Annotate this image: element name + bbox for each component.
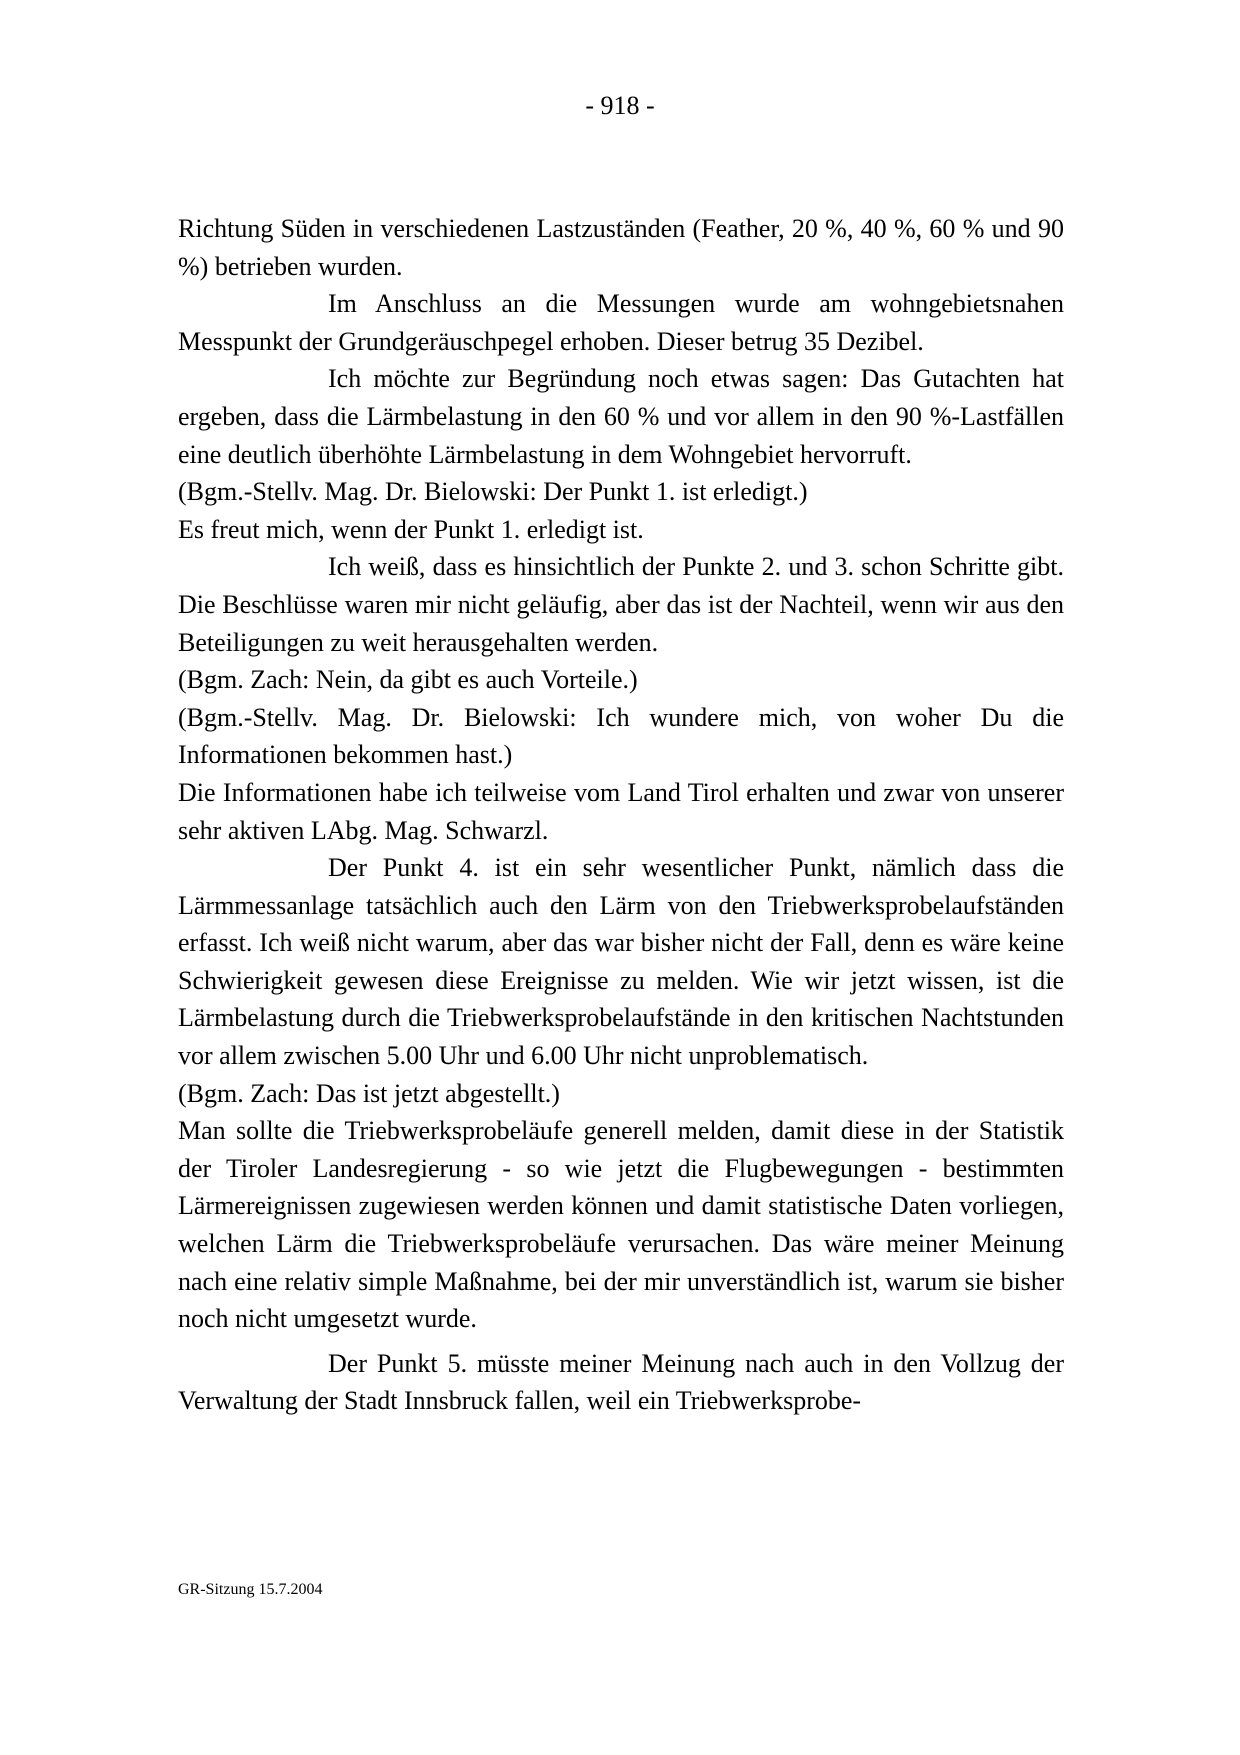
paragraph-3: Ich möchte zur Begründung noch etwas sagen: Das Gutachten hat ergeben, dass die Lärmbelastung in den 60 % und vor allem in den 90 %-Lastfällen eine deutlich überhöhte Lärmbelastung in dem Wohngebiet hervorruft. <box>178 364 1064 469</box>
paragraph-5: Ich weiß, dass es hinsichtlich der Punkte 2. und 3. schon Schritte gibt. Die Beschlüsse waren mir nicht geläufig, aber das ist der Nachteil, wenn wir aus den Beteiligungen zu weit herausgehalten werden. <box>178 552 1064 657</box>
paragraph-7: Der Punkt 4. ist ein sehr wesentlicher Punkt, nämlich dass die Lärmmessanlage tatsächlich auch den Lärm von den Triebwerksprobelaufständen erfasst. Ich weiß nicht warum, aber das war bisher nicht der Fall, denn es wäre keine Schwierigkeit gewesen diese Ereignisse zu melden. Wie wir jetzt wissen, ist die Lärmbelastung durch die Triebwerksprobelaufstände in den kritischen Nachtstunden vor allem zwischen 5.00 Uhr und 6.00 Uhr nicht unproblematisch. <box>178 853 1064 1071</box>
paragraph-9: Der Punkt 5. müsste meiner Meinung nach auch in den Vollzug der Verwaltung der Stadt Innsbruck fallen, weil ein Triebwerksprobe- <box>178 1348 1064 1416</box>
paragraph-2: Im Anschluss an die Messungen wurde am wohngebietsnahen Messpunkt der Grundgeräuschpegel erhoben. Dieser betrug 35 Dezibel. <box>178 289 1064 356</box>
page-number: - 918 - <box>585 91 655 120</box>
interjection-zach-1: (Bgm. Zach: Nein, da gibt es auch Vorteile.) <box>178 665 638 695</box>
body-text <box>178 210 1064 1420</box>
interjection-zach-2: (Bgm. Zach: Das ist jetzt abgestellt.) <box>178 1078 560 1108</box>
interjection-bielowski-2: (Bgm.-Stellv. Mag. Dr. Bielowski: Ich wundere mich, von woher Du die Informationen bekommen hast.) <box>178 702 1064 770</box>
footer-session-label: GR-Sitzung 15.7.2004 <box>178 1581 323 1598</box>
paragraph-8: Man sollte die Triebwerksprobeläufe generell melden, damit diese in der Statistik der Tiroler Landesregierung - so wie jetzt die Flugbewegungen - bestimmten Lärmereignissen zugewiesen werden können und damit statistische Daten vorliegen, welchen Lärm die Triebwerksprobeläufe verursachen. Das wäre meiner Meinung nach eine relativ simple Maßnahme, bei der mir unverständlich ist, warum sie bisher noch nicht umgesetzt wurde. <box>178 1116 1064 1334</box>
interjection-bielowski-1: (Bgm.-Stellv. Mag. Dr. Bielowski: Der Punkt 1. ist erledigt.) <box>178 477 808 507</box>
paragraph-4: Es freut mich, wenn der Punkt 1. erledigt ist. <box>178 514 644 544</box>
paragraph-1: Richtung Süden in verschiedenen Lastzuständen (Feather, 20 %, 40 %, 60 % und 90 %) betrieben wurden. <box>178 214 1064 281</box>
paragraph-6: Die Informationen habe ich teilweise vom Land Tirol erhalten und zwar von unserer sehr aktiven LAbg. Mag. Schwarzl. <box>178 777 1064 845</box>
